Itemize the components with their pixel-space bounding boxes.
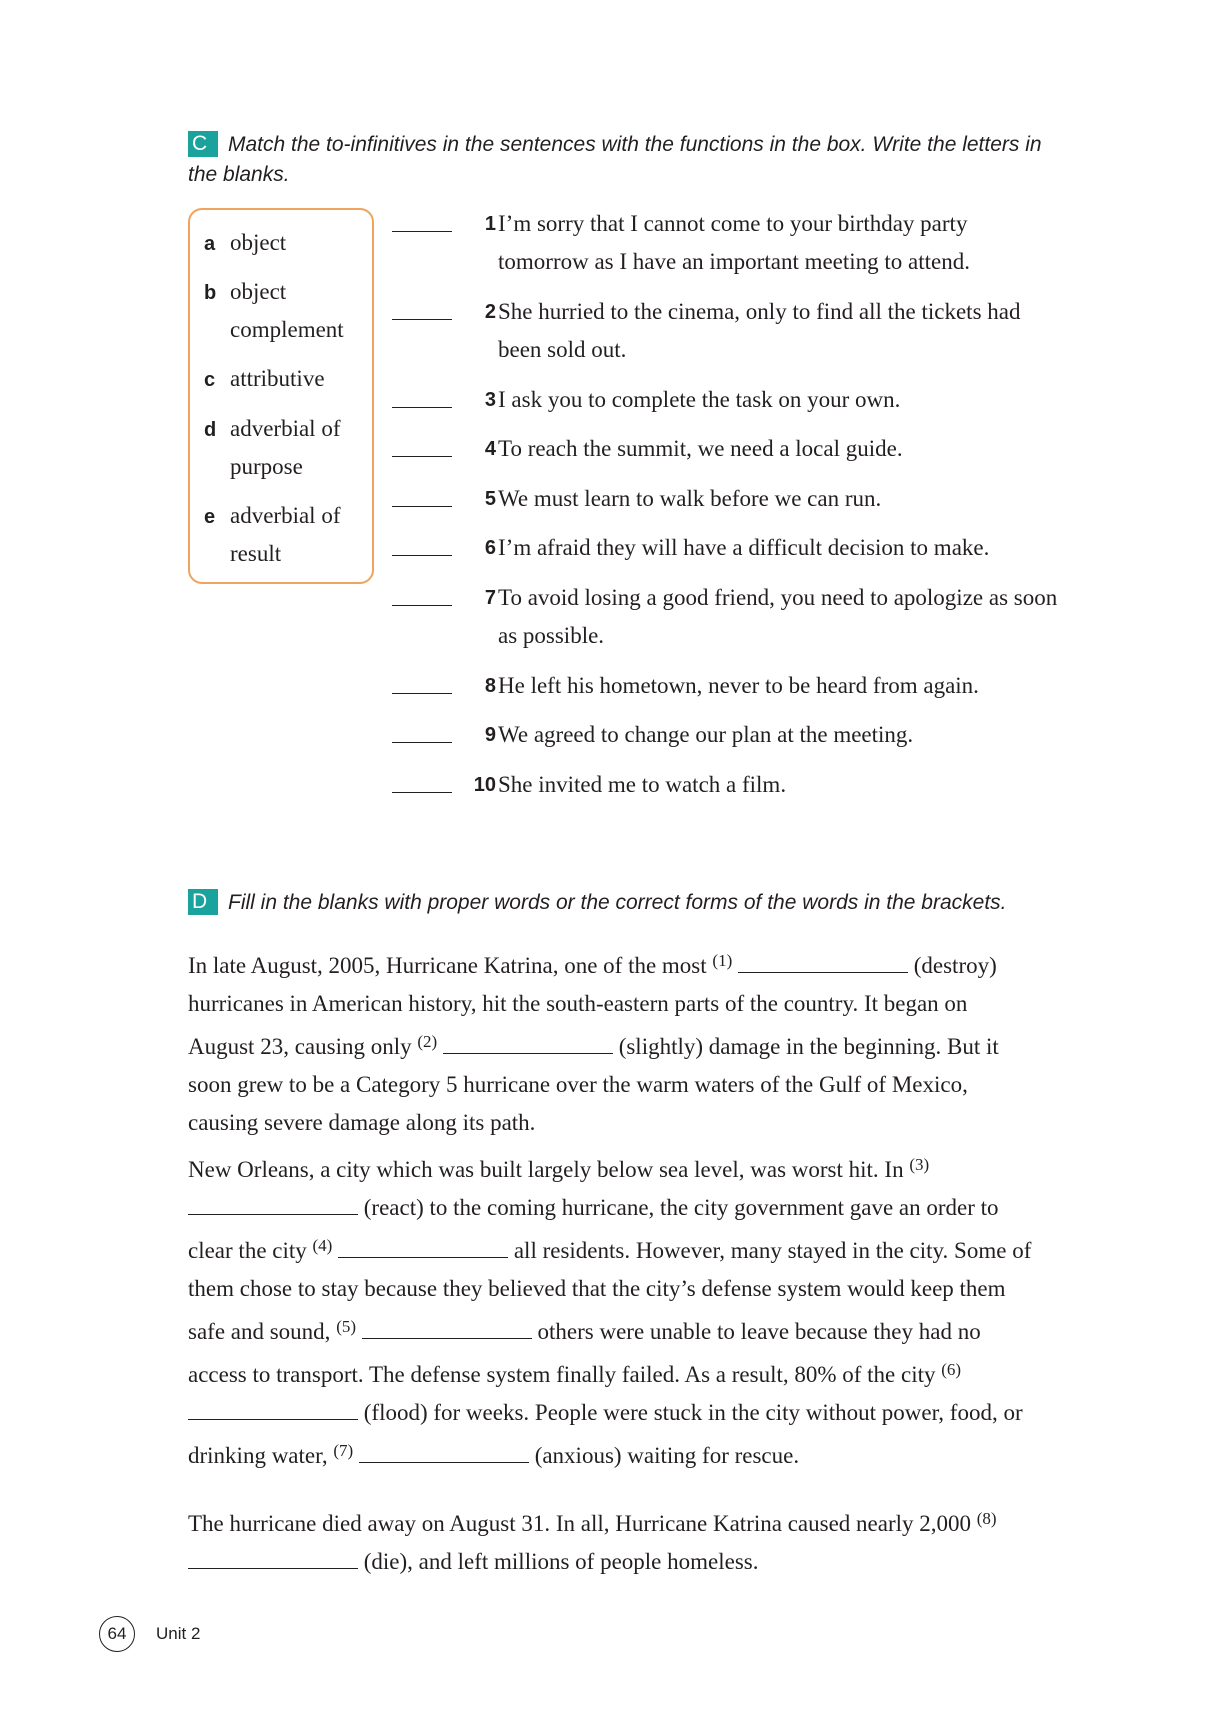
fill-blank[interactable] <box>338 1237 508 1258</box>
answer-blank[interactable] <box>392 742 452 743</box>
page-number: 64 <box>99 1616 135 1652</box>
section-d-badge: D <box>188 889 218 915</box>
answer-blank[interactable] <box>392 555 452 556</box>
answer-blank[interactable] <box>392 693 452 694</box>
function-item: d adverbial of purpose <box>204 416 341 479</box>
section-d-instruction: D Fill in the blanks with proper words or the correct forms of the words in the brackets. <box>188 888 1048 918</box>
fill-blank[interactable] <box>188 1399 358 1420</box>
passage-paragraph-2: New Orleans, a city which was built largely below sea level, was worst hit. In $^{(3)}$ (react) to the coming hurricane, the city government gave an order to clear the city $^{(4)}$ all residents. However, many stayed in the city. Some of them chose to stay because they believed that the city’s defense system would keep them safe and sound, $^{(5)}$ others were unable to leave because they had no access to transport. The defense system finally failed. As a result, 80% of the city $^{(6)}$ (flood) for weeks. People were stuck in the city without power, food, or drinking water, $^{(7)}$ (anxious) waiting for rescue. <box>188 1155 1032 1468</box>
functions-box <box>188 208 374 584</box>
fill-blank[interactable] <box>738 952 908 973</box>
answer-blank[interactable] <box>392 456 452 457</box>
fill-blank[interactable] <box>188 1548 358 1569</box>
unit-label: Unit 2 <box>156 1624 201 1643</box>
function-item: c attributive <box>204 366 325 391</box>
passage-paragraph-3: The hurricane died away on August 31. In all, Hurricane Katrina caused nearly 2,000 $^{(8)}$ (die), and left millions of people homeless. <box>188 1509 997 1574</box>
section-c-badge: C <box>188 131 218 157</box>
function-item: b object complement <box>204 279 344 342</box>
answer-blank[interactable] <box>392 605 452 606</box>
answer-blank[interactable] <box>392 792 452 793</box>
fill-blank[interactable] <box>362 1318 532 1339</box>
answer-blank[interactable] <box>392 506 452 507</box>
fill-blank[interactable] <box>443 1033 613 1054</box>
function-item: e adverbial of result <box>204 503 341 566</box>
fill-blank[interactable] <box>359 1442 529 1463</box>
fill-blank[interactable] <box>188 1194 358 1215</box>
passage-paragraph-1: In late August, 2005, Hurricane Katrina, one of the most $^{(1)}$ (destroy) hurricanes in American history, hit the south-eastern parts of the country. It began on August 23, causing only $^{(2)}$ (slightly) damage in the beginning. But it soon grew to be a Category 5 hurricane over the warm waters of the Gulf of Mexico, causing severe damage along its path. <box>188 951 999 1135</box>
function-item: a object <box>204 230 287 255</box>
answer-blank[interactable] <box>392 319 452 320</box>
answer-blank[interactable] <box>392 407 452 408</box>
section-c-instruction: C Match the to-infinitives in the sentences with the functions in the box. Write the letters in the blanks. <box>188 132 1042 186</box>
answer-blank[interactable] <box>392 231 452 232</box>
